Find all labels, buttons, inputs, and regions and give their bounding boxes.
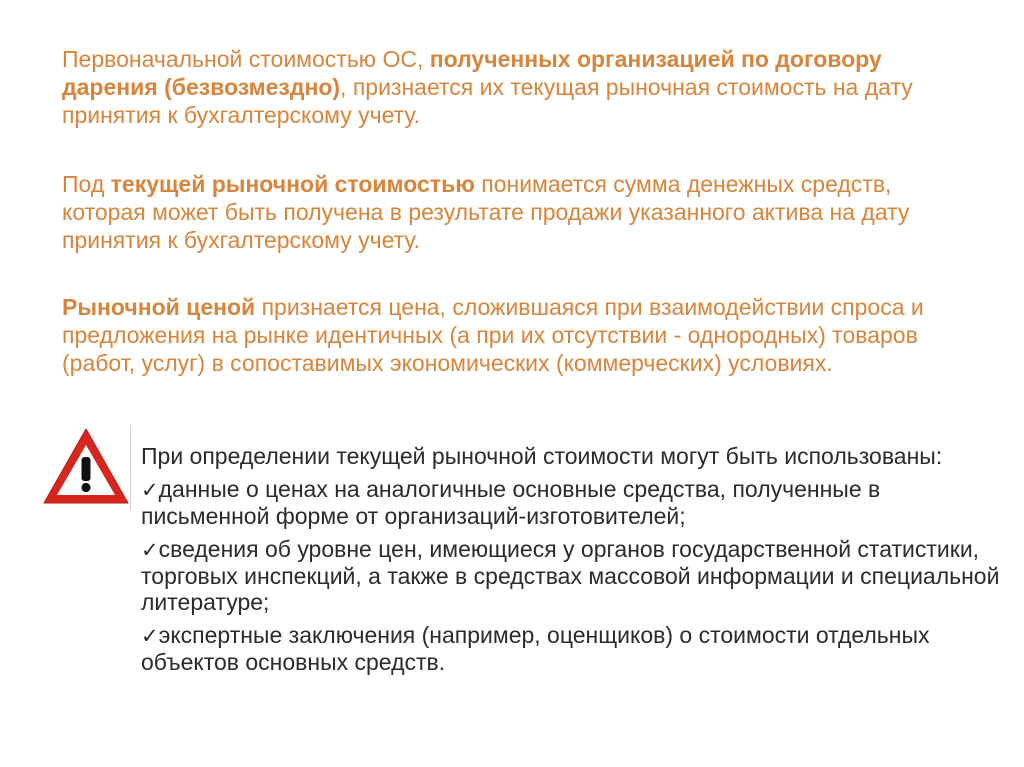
list-item-text: сведения об уровне цен, имеющиеся у органов государственной статистики, торговых инспекций, а также в средствах массовой информации и специальной литературе; bbox=[141, 536, 1000, 615]
warning-triangle-icon bbox=[40, 425, 132, 507]
p2-text-1: Под bbox=[62, 171, 111, 197]
list-item bbox=[141, 622, 1001, 675]
p2-text-2: понимается сумма денежных средств, которая может быть получена в результате продажи указанного актива на дату принятия к бухгалтерскому учету. bbox=[62, 171, 910, 253]
p3-bold: Рыночной ценой bbox=[62, 294, 256, 320]
check-icon: ✓ bbox=[141, 478, 159, 502]
p2-bold: текущей рыночной стоимостью bbox=[110, 171, 475, 197]
divider-line bbox=[130, 425, 131, 510]
list-item bbox=[141, 536, 1001, 615]
list-item-text: данные о ценах на аналогичные основные средства, полученные в письменной форме от организаций-изготовителей; bbox=[141, 476, 881, 529]
check-icon: ✓ bbox=[141, 538, 159, 562]
p1-text-2: , признается их текущая рыночная стоимость на дату принятия к бухгалтерскому учету. bbox=[62, 74, 913, 128]
p1-bold: полученных организацией по договору дарения (безвозмездно) bbox=[62, 46, 882, 100]
warning-block bbox=[141, 443, 1001, 682]
paragraph-initial-cost bbox=[62, 45, 972, 129]
paragraph-market-value bbox=[62, 170, 972, 254]
list-item-text: экспертные заключения (например, оценщиков) о стоимости отдельных объектов основных средств. bbox=[141, 622, 930, 675]
p3-text-2: признается цена, сложившаяся при взаимодействии спроса и предложения на рынке идентичных (а при их отсутствии - однородных) товаров (работ, услуг) в сопоставимых экономических (коммерческих) условиях. bbox=[62, 294, 924, 376]
check-icon: ✓ bbox=[141, 624, 159, 648]
p1-text-1: Первоначальной стоимостью ОС, bbox=[62, 46, 430, 72]
list-item bbox=[141, 476, 1001, 529]
paragraph-market-price bbox=[62, 293, 972, 377]
warning-intro: При определении текущей рыночной стоимости могут быть использованы: bbox=[141, 443, 943, 469]
